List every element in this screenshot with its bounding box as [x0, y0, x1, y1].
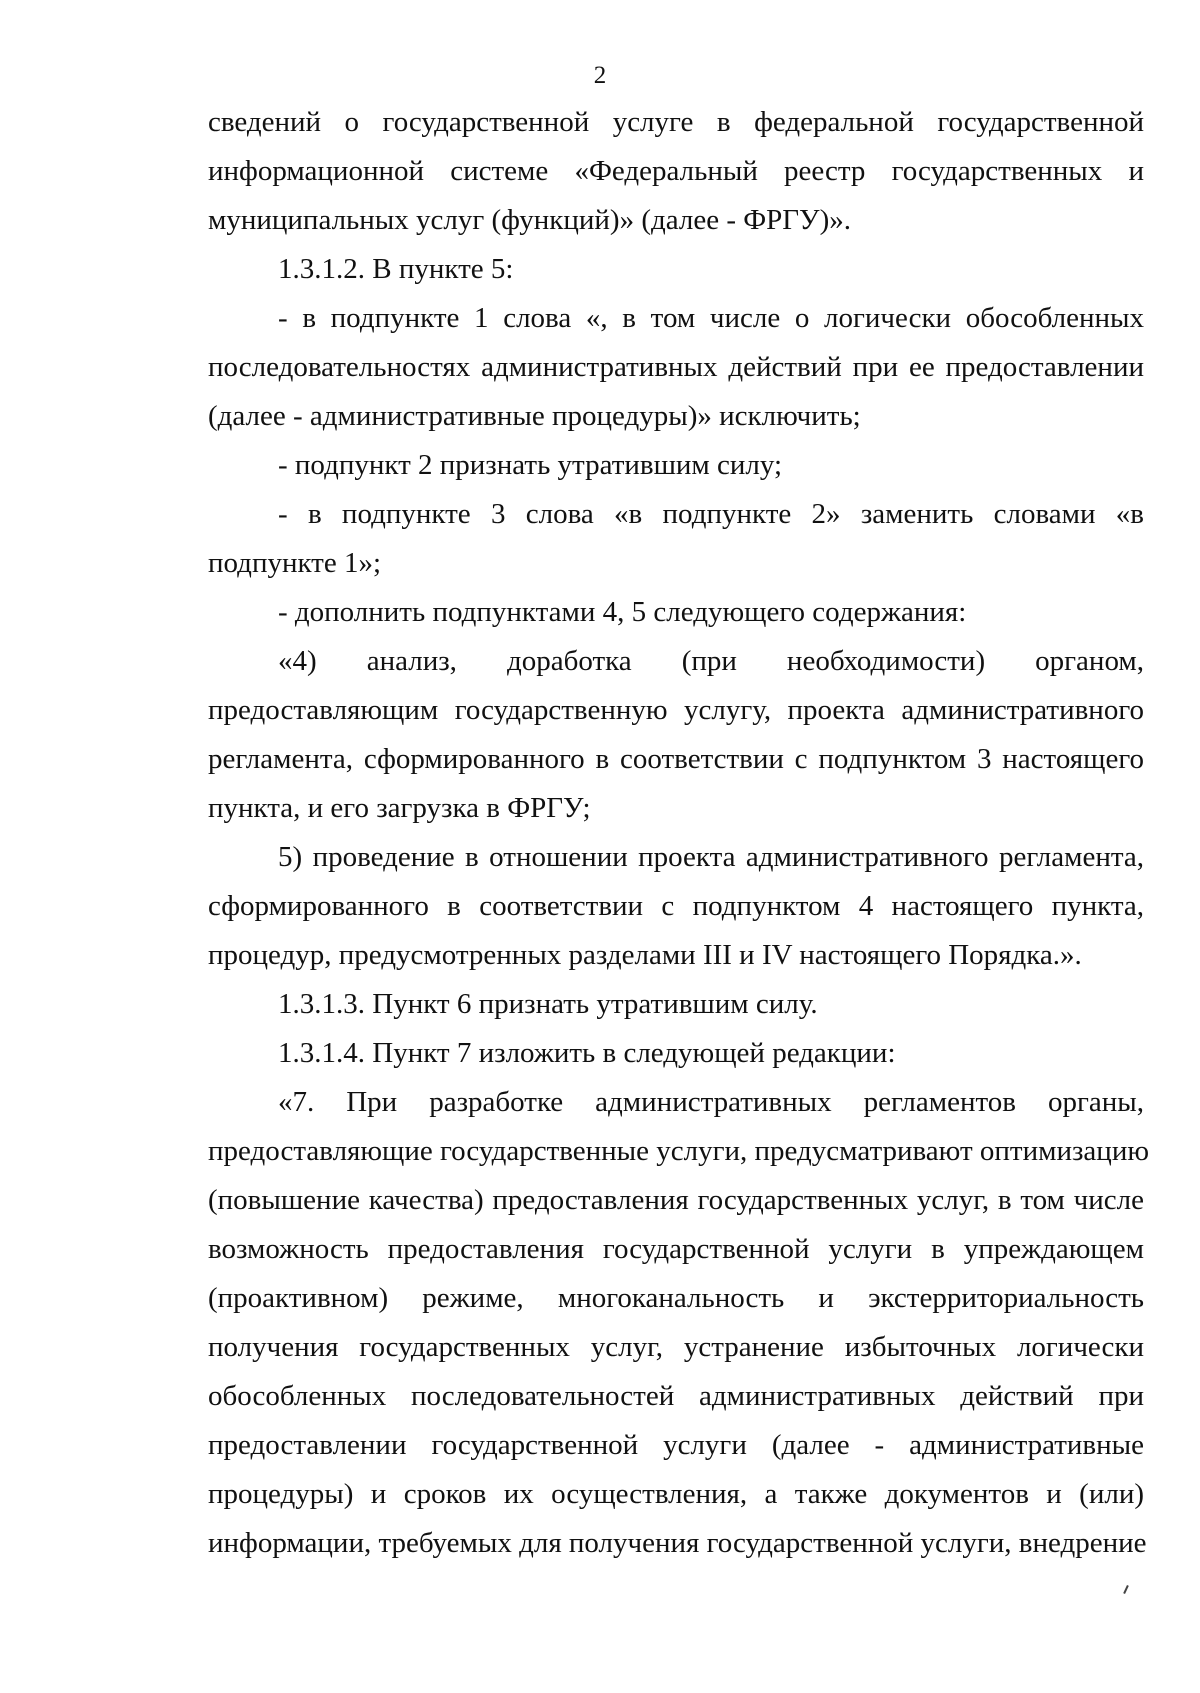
text-line: 1.3.1.2. В пункте 5: [278, 253, 514, 285]
text-line: «7. При разработке административных регламентов органы, [278, 1086, 1144, 1118]
text-line: (повышение качества) предоставления государственных услуг, в том числе [208, 1184, 1144, 1216]
text-line: «4) анализ, доработка (при необходимости) органом, [278, 645, 1144, 677]
text-line: регламента, сформированного в соответствии с подпунктом 3 настоящего [208, 743, 1144, 775]
text-line: предоставлении государственной услуги (далее - административные [208, 1429, 1144, 1461]
text-line: - в подпункте 3 слова «в подпункте 2» заменить словами «в [278, 498, 1144, 530]
text-line: 1.3.1.4. Пункт 7 изложить в следующей редакции: [278, 1037, 896, 1069]
text-line: процедуры) и сроков их осуществления, а также документов и (или) [208, 1478, 1144, 1510]
text-line: - в подпункте 1 слова «, в том числе о логически обособленных [278, 302, 1144, 334]
text-line: информации, требуемых для получения государственной услуги, внедрение [208, 1527, 1147, 1559]
text-line: процедур, предусмотренных разделами III и IV настоящего Порядка.». [208, 939, 1082, 971]
body-text [208, 98, 1149, 1568]
text-line: обособленных последовательностей административных действий при [208, 1380, 1144, 1412]
text-line: (проактивном) режиме, многоканальность и экстерриториальность [208, 1282, 1144, 1314]
text-line: пункта, и его загрузка в ФРГУ; [208, 792, 591, 824]
text-line: (далее - административные процедуры)» исключить; [208, 400, 861, 432]
text-line: предоставляющим государственную услугу, проекта административного [208, 694, 1144, 726]
text-line: - подпункт 2 признать утратившим силу; [278, 449, 783, 481]
text-line: получения государственных услуг, устранение избыточных логически [208, 1331, 1144, 1363]
page-number: 2 [593, 62, 607, 89]
text-line: 5) проведение в отношении проекта административного регламента, [278, 841, 1144, 873]
text-line: предоставляющие государственные услуги, предусматривают оптимизацию [208, 1135, 1149, 1167]
text-line: 1.3.1.3. Пункт 6 признать утратившим силу. [278, 988, 818, 1020]
text-line: информационной системе «Федеральный реестр государственных и [208, 155, 1144, 187]
text-line: возможность предоставления государственной услуги в упреждающем [208, 1233, 1144, 1265]
text-line: подпункте 1»; [208, 547, 382, 579]
text-line: муниципальных услуг (функций)» (далее - ФРГУ)». [208, 204, 851, 236]
text-line: сформированного в соответствии с подпунктом 4 настоящего пункта, [208, 890, 1144, 922]
text-line: сведений о государственной услуге в федеральной государственной [208, 106, 1144, 138]
text-line: последовательностях административных действий при ее предоставлении [208, 351, 1144, 383]
scan-mark [1123, 1585, 1129, 1594]
text-line: - дополнить подпунктами 4, 5 следующего содержания: [278, 596, 967, 628]
